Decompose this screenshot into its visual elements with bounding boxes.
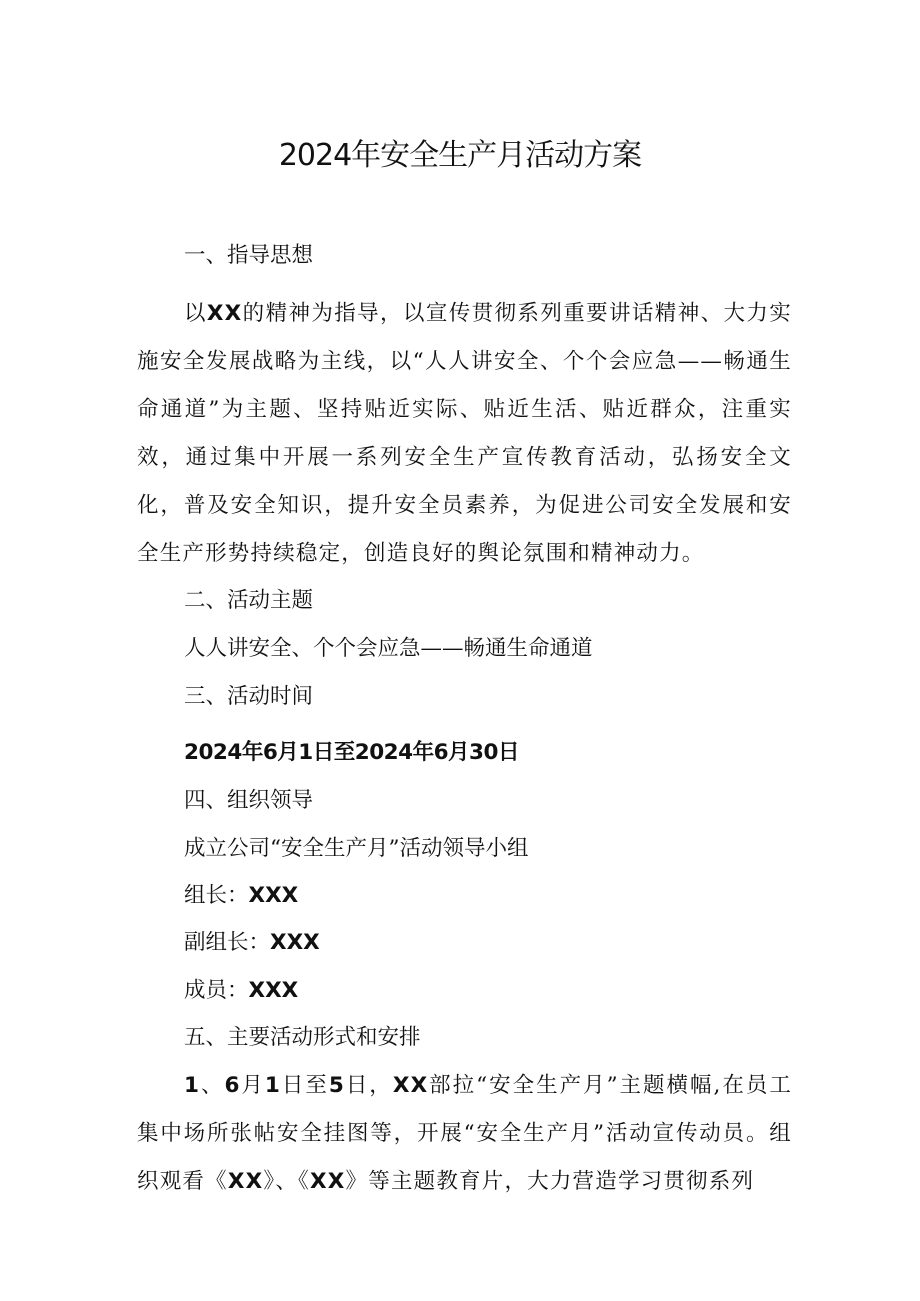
activities-paragraph-1 (137, 1062, 792, 1206)
leader-value: XXX (248, 883, 299, 908)
theme-text: 人人讲安全、个个会应急——畅通生命通道 (184, 636, 593, 661)
members-value: XXX (248, 978, 299, 1003)
paragraph-text: 、 (200, 1073, 225, 1098)
paragraph-text: 日， (345, 1073, 393, 1098)
document-title: 2024年安全生产月活动方案 (278, 138, 642, 173)
paragraph-text: 》等主题教育片，大力营造学习贯彻系列 (345, 1169, 755, 1194)
paragraph-text: 日至 (281, 1073, 329, 1098)
item-number: 1 (184, 1073, 201, 1098)
section-heading-activities: 五、主要活动形式和安排 (184, 1025, 421, 1050)
paragraph-text: 的精神为指导，以宣传贯彻系列重要讲话精神、大力实施安全发展战略为主线，以“人人讲安全、个个会应急——畅通生命通道”为主题、坚持贴近实际、贴近生活、贴近群众，注重实效，通过集中开展一系列安全生产宣传教育活动，弘扬安全文化，普及安全知识，提升安全员素养，为促进公司安全发展和安全生产形势持续稳定，创造良好的舆论氛围和精神动力。 (137, 301, 792, 566)
paragraph-text: 部拉“安全生产月”主题横幅,在员工集中场所张帖安全挂图等，开展“安全生产月”活动宣传动员。组织观看《 (137, 1073, 793, 1194)
paragraph-text: 月 (240, 1073, 265, 1098)
members-line (184, 975, 298, 1007)
placeholder-xx: XX (309, 1169, 346, 1194)
placeholder-xx: XX (227, 1169, 264, 1194)
placeholder-xx: XX (206, 301, 243, 326)
paragraph-text: 》、《 (263, 1169, 310, 1194)
paragraph-text: 以 (184, 301, 207, 326)
leadership-group-text: 成立公司“安全生产月”活动领导小组 (184, 836, 529, 861)
date-number: 5 (328, 1073, 346, 1098)
leader-label: 组长： (184, 883, 249, 908)
section-heading-theme: 二、活动主题 (184, 588, 314, 613)
deputy-label: 副组长： (184, 930, 271, 955)
deputy-leader-line (184, 927, 320, 959)
leader-line (184, 880, 298, 912)
section-heading-guiding-ideology: 一、指导思想 (184, 243, 314, 268)
placeholder-xx: XX (392, 1073, 429, 1098)
date-number: 6 (224, 1073, 241, 1098)
guiding-ideology-paragraph (137, 290, 792, 578)
activity-date-range: 2024年6月1日至2024年6月30日 (184, 740, 519, 765)
members-label: 成员： (184, 978, 249, 1003)
date-number: 1 (264, 1073, 282, 1098)
section-heading-leadership: 四、组织领导 (184, 788, 314, 813)
deputy-value: XXX (270, 930, 320, 955)
section-heading-time: 三、活动时间 (184, 684, 314, 709)
